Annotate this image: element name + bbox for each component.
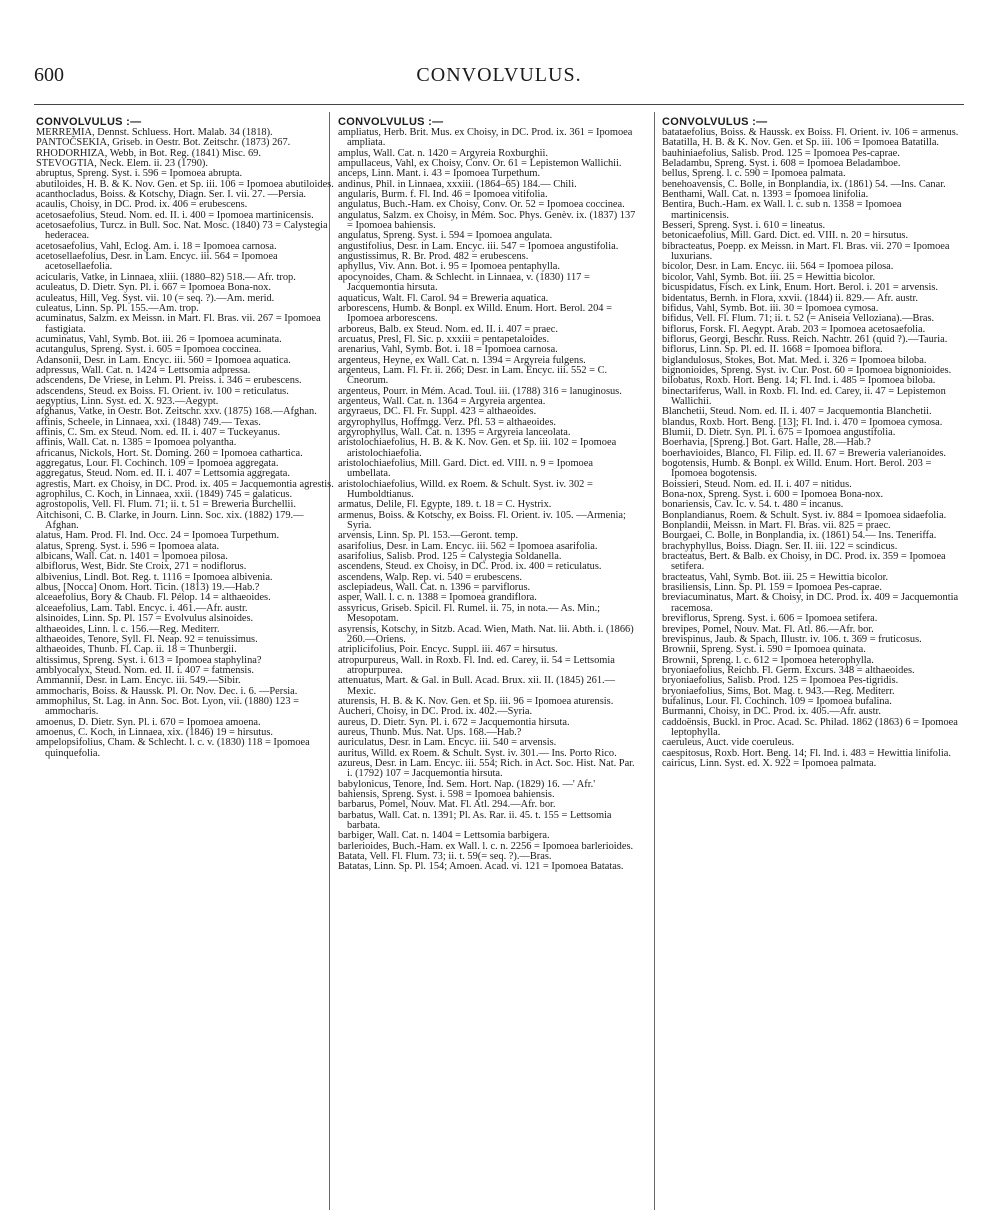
index-entry: bicolor, Vahl, Symb. Bot. iii. 25 = Hewittia bicolor.	[662, 271, 876, 283]
column-heading: CONVOLVULUS :—	[662, 116, 768, 128]
index-entry: blandus, Roxb. Hort. Beng. [13]; Fl. Ind. i. 470 = Ipomoea cymosa.	[662, 416, 943, 428]
index-entry: Aitchisoni, C. B. Clarke, in Journ. Linn. Soc. xix. (1882) 179.—Afghan.	[36, 509, 304, 532]
index-entry: attenuatus, Mart. & Gal. in Bull. Acad. Brux. xii. II. (1845) 261.—Mexic.	[338, 675, 616, 697]
index-entry: aristolochiaefolius, Willd. ex Roem. & Schult. Syst. iv. 302 = Humboldtianus.	[338, 478, 593, 501]
index-entry: bryoniaefolius, Salisb. Prod. 125 = Ipomoea Pes-tigridis.	[662, 675, 899, 687]
index-entry: ampullaceus, Vahl, ex Choisy, Conv. Or. 61 = Lepistemon Wallichii.	[338, 158, 622, 170]
index-entry: altissimus, Spreng. Syst. i. 613 = Ipomoea staphylina?	[36, 654, 262, 666]
index-entry: atriplicifolius, Poir. Encyc. Suppl. iii. 467 = hirsutus.	[338, 644, 558, 656]
index-entry: barbatus, Wall. Cat. n. 1391; Pl. As. Rar. ii. 45. t. 155 = Lettsomia barbata.	[338, 809, 612, 832]
index-entry: babylonicus, Tenore, Ind. Sem. Hort. Nap. (1829) 16. —' Afr.'	[338, 778, 596, 790]
index-entry: Bourgaei, C. Bolle, in Bonplandia, ix. (1861) 54.— Ins. Teneriffa.	[662, 530, 937, 542]
index-entry: Bonplandianus, Roem. & Schult. Syst. iv. 884 = Ipomoea sidaefolia.	[662, 509, 947, 521]
column-divider	[654, 112, 655, 1210]
index-entry: arenarius, Vahl, Symb. Bot. i. 18 = Ipomoea carnosa.	[338, 344, 558, 356]
index-entry: RHODORHIZA, Webb, in Bot. Reg. (1841) Misc. 69.	[36, 147, 261, 159]
index-entry: bracteatus, Vahl, Symb. Bot. iii. 25 = Hewittia bicolor.	[662, 571, 889, 583]
index-entry: arcuatus, Presl, Fl. Sic. p. xxxiii = pentapetaloides.	[338, 333, 550, 345]
index-entry: africanus, Nickols, Hort. St. Doming. 260 = Ipomoea cathartica.	[36, 447, 303, 459]
index-entry: aculeatus, D. Dietr. Syn. Pl. i. 667 = Ipomoea Bona-nox.	[36, 282, 271, 294]
index-entry: albivenius, Lindl. Bot. Reg. t. 1116 = Ipomoea albivenia.	[36, 571, 273, 583]
index-entry: auriculatus, Desr. in Lam. Encyc. iii. 540 = arvensis.	[338, 737, 557, 749]
index-entry: bicolor, Desr. in Lam. Encyc. iii. 564 = Ipomoea pilosa.	[662, 261, 894, 273]
index-entry: angulatus, Salzm. ex Choisy, in Mém. Soc. Phys. Genèv. ix. (1837) 137 = Ipomoea bahiensis.	[338, 209, 636, 232]
index-entry: agrestis, Mart. ex Choisy, in DC. Prod. ix. 405 = Jacquemontia agrestis.	[36, 478, 334, 490]
index-entry: asarifolius, Salisb. Prod. 125 = Calystegia Soldanella.	[338, 551, 562, 563]
index-entry: bracteatus, Bert. & Balb. ex Choisy, in DC. Prod. ix. 359 = Ipomoea setifera.	[662, 551, 946, 573]
index-entry: aggregatus, Lour. Fl. Cochinch. 109 = Ipomoea aggregata.	[36, 458, 279, 469]
page-header	[34, 64, 964, 94]
index-entry: caddoënsis, Buckl. in Proc. Acad. Sc. Philad. 1862 (1863) 6 = Ipomoea leptophylla.	[662, 716, 958, 738]
index-entry: Beladambu, Spreng. Syst. i. 608 = Ipomoea Beladamboe.	[662, 158, 901, 170]
index-entry: assyricus, Griseb. Spicil. Fl. Rumel. ii. 75, in nota.— As. Min.; Mesopotam.	[338, 602, 601, 625]
index-entry: aquaticus, Walt. Fl. Carol. 94 = Breweria aquatica.	[338, 292, 549, 304]
index-entry: betonicaefolius, Mill. Gard. Dict. ed. VIII. n. 20 = hirsutus.	[662, 230, 909, 242]
column-right	[662, 117, 962, 769]
index-entry: bahiensis, Spreng. Syst. i. 598 = Ipomoea bahiensis.	[338, 789, 555, 800]
index-entry: bryoniaefolius, Reichb. Fl. Germ. Excurs. 348 = althaeoides.	[662, 664, 915, 676]
index-entry: armenus, Boiss. & Kotschy, ex Boiss. Fl. Orient. iv. 105. —Armenia; Syria.	[338, 509, 626, 532]
index-entry: Aucheri, Choisy, in DC. Prod. ix. 402.—Syria.	[338, 706, 533, 718]
index-entry: amblyocalyx, Steud. Nom. ed. II. i. 407 = fatmensis.	[36, 664, 254, 676]
entry-list	[36, 128, 336, 759]
column-heading: CONVOLVULUS :—	[338, 116, 444, 128]
index-entry: agrophilus, C. Koch, in Linnaea, xxii. (1849) 745 = galaticus.	[36, 489, 293, 501]
index-entry: acuminatus, Vahl, Symb. Bot. iii. 26 = Ipomoea acuminata.	[36, 333, 282, 345]
index-entry: aureus, Thunb. Mus. Nat. Ups. 168.—Hab.?	[338, 726, 522, 738]
index-entry: acetosaefolius, Steud. Nom. ed. II. i. 400 = Ipomoea martinicensis.	[36, 209, 314, 221]
entry-list	[338, 128, 638, 873]
index-entry: aturensis, H. B. & K. Nov. Gen. et Sp. iii. 96 = Ipomoea aturensis.	[338, 695, 614, 707]
index-entry: argenteus, Wall. Cat. n. 1364 = Argyreia argentea.	[338, 395, 546, 407]
index-entry: biglandulosus, Stokes, Bot. Mat. Med. i. 326 = Ipomoea biloba.	[662, 354, 927, 366]
index-entry: argenteus, Heyne, ex Wall. Cat. n. 1394 = Argyreia fulgens.	[338, 354, 586, 366]
header-rule	[34, 104, 964, 105]
index-entry: bryoniaefolius, Sims, Bot. Mag. t. 943.—Reg. Mediterr.	[662, 685, 895, 697]
index-entry: biflorus, Forsk. Fl. Aegypt. Arab. 203 = Ipomoea acetosaefolia.	[662, 323, 926, 335]
index-entry: Blumii, D. Dietr. Syn. Pl. i. 675 = Ipomoea angustifolia.	[662, 426, 896, 438]
index-entry: bellus, Spreng. l. c. 590 = Ipomoea palmata.	[662, 168, 846, 180]
index-entry: althaeoides, Linn. l. c. 156.—Reg. Mediterr.	[36, 623, 220, 635]
index-entry: acutangulus, Spreng. Syst. i. 605 = Ipomoea coccinea.	[36, 344, 262, 356]
index-entry: aureus, D. Dietr. Syn. Pl. i. 672 = Jacquemontia hirsuta.	[338, 716, 570, 728]
index-entry: biflorus, Georgi, Beschr. Russ. Reich. Nachtr. 261 (quid ?).—Tauria.	[662, 333, 948, 345]
index-entry: andinus, Phil. in Linnaea, xxxiii. (1864–65) 184.— Chili.	[338, 178, 577, 190]
index-entry: angustissimus, R. Br. Prod. 482 = erubescens.	[338, 251, 529, 263]
index-entry: brevispinus, Jaub. & Spach, Illustr. iv. 106. t. 369 = fruticosus.	[662, 633, 922, 645]
index-entry: bufalinus, Lour. Fl. Cochinch. 109 = Ipomoea bufalina.	[662, 695, 892, 707]
index-entry: aristolochiaefolius, Mill. Gard. Dict. ed. VIII. n. 9 = Ipomoea umbellata.	[338, 458, 593, 480]
index-entry: althaeoides, Thunb. Fl. Cap. ii. 18 = Thunbergii.	[36, 644, 237, 656]
index-entry: batataefolius, Boiss. & Haussk. ex Boiss. Fl. Orient. iv. 106 = armenus.	[662, 127, 959, 138]
index-entry: argenteus, Lam. Fl. Fr. ii. 266; Desr. in Lam. Encyc. iii. 552 = C. Cneorum.	[338, 364, 608, 387]
index-entry: alceaefolius, Lam. Tabl. Encyc. i. 461.—Afr. austr.	[36, 602, 248, 614]
column-left	[36, 117, 336, 759]
index-entry: brevipes, Pomel, Nouv. Mat. Fl. Atl. 86.—Afr. bor.	[662, 623, 874, 635]
index-entry: culeatus, Linn. Sp. Pl. 155.—Am. trop.	[36, 302, 199, 314]
index-entry: adscendens, Steud. ex Boiss. Fl. Orient. iv. 100 = reticulatus.	[36, 385, 289, 397]
index-entry: MERREMIA, Dennst. Schluess. Hort. Malab. 34 (1818).	[36, 127, 273, 138]
index-entry: PANTOČSEKIA, Griseb. in Oestr. Bot. Zeitschr. (1873) 267.	[36, 137, 291, 149]
index-entry: Benthami, Wall. Cat. n. 1393 = Ipomoea linifolia.	[662, 189, 869, 201]
index-entry: binectariferus, Wall. in Roxb. Fl. Ind. ed. Carey, ii. 47 = Lepistemon Wallichii.	[662, 385, 946, 407]
index-entry: afghanus, Vatke, in Oestr. Bot. Zeitschr. xxv. (1875) 168.—Afghan.	[36, 406, 317, 418]
index-entry: biflorus, Linn. Sp. Pl. ed. II. 1668 = Ipomoea biflora.	[662, 344, 883, 356]
index-entry: albiflorus, West, Bidr. Ste Croix, 271 = nodiflorus.	[36, 561, 247, 573]
index-entry: Adansonii, Desr. in Lam. Encyc. iii. 560 = Ipomoea aquatica.	[36, 354, 291, 366]
index-entry: atropurpureus, Wall. in Roxb. Fl. Ind. ed. Carey, ii. 54 = Lettsomia atropurpurea.	[338, 654, 615, 676]
index-entry: asclepiadeus, Wall. Cat. n. 1396 = parviflorus.	[338, 582, 531, 594]
index-entry: barlerioides, Buch.-Ham. ex Wall. l. c. n. 2256 = Ipomoea barlerioides.	[338, 840, 634, 852]
index-entry: Ammannii, Desr. in Lam. Encyc. iii. 549.—Sibir.	[36, 675, 241, 687]
index-entry: ammocharis, Boiss. & Haussk. Pl. Or. Nov. Dec. i. 6. —Persia.	[36, 685, 298, 697]
index-entry: bilobatus, Roxb. Hort. Beng. 14; Fl. Ind. i. 485 = Ipomoea biloba.	[662, 375, 936, 387]
index-entry: acicularis, Vatke, in Linnaea, xliii. (1880–82) 518.— Afr. trop.	[36, 271, 296, 283]
column-heading: CONVOLVULUS :—	[36, 116, 142, 128]
index-entry: acetosaefolius, Turcz. in Bull. Soc. Nat. Mosc. (1840) 73 = Calystegia hederacea.	[36, 220, 328, 242]
running-title: CONVOLVULUS.	[416, 64, 582, 86]
index-entry: Batata, Vell. Fl. Flum. 73; ii. t. 59(= seq. ?).—Bras.	[338, 851, 552, 863]
index-entry: apocynoides, Cham. & Schlecht. in Linnaea, v. (1830) 117 = Jacquemontia hirsuta.	[338, 271, 590, 294]
index-entry: angulatus, Buch.-Ham. ex Choisy, Conv. Or. 52 = Ipomoea coccinea.	[338, 199, 625, 211]
index-entry: ascendens, Walp. Rep. vi. 540 = erubescens.	[338, 571, 523, 583]
index-entry: Burmanni, Choisy, in DC. Prod. ix. 405.—Afr. austr.	[662, 706, 881, 718]
index-entry: affinis, C. Sm. ex Steud. Nom. ed. II. i. 407 = Tuckeyanus.	[36, 426, 281, 438]
index-entry: argyrophyllus, Hoffmgg. Verz. Pfl. 53 = althaeoides.	[338, 416, 556, 428]
index-entry: bauhiniaefolius, Salisb. Prod. 125 = Ipomoea Pes-caprae.	[662, 147, 900, 159]
index-entry: acaulis, Choisy, in DC. Prod. ix. 406 = erubescens.	[36, 199, 248, 211]
index-entry: boerhavioides, Blanco, Fl. Filip. ed. II. 67 = Breweria valerianoides.	[662, 447, 947, 459]
index-entry: bicuspidatus, Fisch. ex Link, Enum. Hort. Berol. i. 201 = arvensis.	[662, 282, 938, 294]
index-entry: STEVOGTIA, Neck. Elem. ii. 23 (1790).	[36, 158, 208, 170]
index-entry: ammophilus, St. Lag. in Ann. Soc. Bot. Lyon, vii. (1880) 123 = ammocharis.	[36, 695, 300, 718]
index-entry: breviacuminatus, Mart. & Choisy, in DC. Prod. ix. 409 = Jacquemontia racemosa.	[662, 592, 959, 614]
index-entry: auritus, Willd. ex Roem. & Schult. Syst. iv. 301.— Ins. Porto Rico.	[338, 747, 617, 759]
index-entry: arboreus, Balb. ex Steud. Nom. ed. II. i. 407 = praec.	[338, 323, 558, 335]
index-entry: caespitosus, Roxb. Hort. Beng. 14; Fl. Ind. i. 483 = Hewittia linifolia.	[662, 747, 951, 759]
index-entry: aggregatus, Steud. Nom. ed. II. i. 407 = Lettsomia aggregata.	[36, 468, 291, 480]
index-entry: adpressus, Wall. Cat. n. 1424 = Lettsomia adpressa.	[36, 364, 251, 376]
index-entry: angularis, Burm. f. Fl. Ind. 46 = Ipomoea vitifolia.	[338, 189, 548, 201]
index-entry: breviflorus, Spreng. Syst. i. 606 = Ipomoea setifera.	[662, 613, 878, 625]
index-entry: caeruleus, Auct. vide coeruleus.	[662, 737, 795, 749]
index-entry: brasiliensis, Linn. Sp. Pl. 159 = Ipomoea Pes-caprae.	[662, 582, 882, 594]
index-entry: Batatas, Linn. Sp. Pl. 154; Amoen. Acad. vi. 121 = Ipomoea Batatas.	[338, 861, 624, 873]
index-entry: ascendens, Steud. ex Choisy, in DC. Prod. ix. 400 = reticulatus.	[338, 561, 602, 573]
index-entry: alatus, Ham. Prod. Fl. Ind. Occ. 24 = Ipomoea Turpethum.	[36, 530, 280, 542]
index-entry: affinis, Scheele, in Linnaea, xxi. (1848) 749.— Texas.	[36, 416, 261, 428]
index-entry: argenteus, Pourr. in Mém. Acad. Toul. iii. (1788) 316 = lanuginosus.	[338, 385, 622, 397]
index-entry: bifidus, Vahl, Symb. Bot. iii. 30 = Ipomoea cymosa.	[662, 302, 879, 314]
index-entry: aculeatus, Hill, Veg. Syst. vii. 10 (= seq. ?).—Am. merid.	[36, 292, 275, 304]
index-entry: asarifolius, Desr. in Lam. Encyc. iii. 562 = Ipomoea asarifolia.	[338, 540, 598, 552]
index-entry: bidentatus, Bernh. in Flora, xxvii. (1844) ii. 829.— Afr. austr.	[662, 292, 918, 304]
index-entry: arborescens, Humb. & Bonpl. ex Willd. Enum. Hort. Berol. 204 = Ipomoea arborescens.	[338, 302, 612, 325]
index-entry: Bonplandii, Meissn. in Mart. Fl. Bras. vii. 825 = praec.	[662, 520, 891, 532]
index-entry: angustifolius, Desr. in Lam. Encyc. iii. 547 = Ipomoea angustifolia.	[338, 240, 619, 252]
index-entry: angulatus, Spreng. Syst. i. 594 = Ipomoea angulata.	[338, 230, 553, 242]
index-entry: brachyphyllus, Boiss. Diagn. Ser. II. iii. 122 = scindicus.	[662, 540, 898, 552]
index-entry: ampliatus, Herb. Brit. Mus. ex Choisy, in DC. Prod. ix. 361 = Ipomoea ampliata.	[338, 127, 633, 149]
index-entry: asper, Wall. l. c. n. 1388 = Ipomoea grandiflora.	[338, 592, 537, 604]
index-entry: alatus, Spreng. Syst. i. 596 = Ipomoea alata.	[36, 540, 220, 552]
index-entry: benehoavensis, C. Bolle, in Bonplandia, ix. (1861) 54. —Ins. Canar.	[662, 178, 946, 190]
page-number: 600	[34, 64, 64, 86]
index-entry: Brownii, Spreng. Syst. i. 590 = Ipomoea quinata.	[662, 644, 866, 656]
index-entry: anceps, Linn. Mant. i. 43 = Ipomoea Turpethum.	[338, 168, 541, 180]
index-entry: albus, [Nocca] Onom. Hort. Ticin. (1813) 19.—Hab.?	[36, 582, 260, 594]
index-entry: acanthocladus, Boiss. & Kotschy, Diagn. Ser. I. vii. 27. —Persia.	[36, 189, 307, 201]
index-entry: argyraeus, DC. Fl. Fr. Suppl. 423 = althaeoides.	[338, 406, 537, 418]
index-entry: Boerhavia, [Spreng.] Bot. Gart. Halle, 28.—Hab.?	[662, 437, 871, 449]
index-entry: ampelopsifolius, Cham. & Schlecht. l. c. v. (1830) 118 = Ipomoea quinquefolia.	[36, 737, 310, 759]
index-entry: amoenus, D. Dietr. Syn. Pl. i. 670 = Ipomoea amoena.	[36, 716, 261, 728]
index-entry: azureus, Desr. in Lam. Encyc. iii. 554; Rich. in Act. Soc. Hist. Nat. Par. i. (1792) 107 = Jacquemontia hirsuta.	[338, 757, 635, 780]
index-entry: bonariensis, Cav. Ic. v. 54. t. 480 = incanus.	[662, 499, 844, 511]
index-entry: agrostopolis, Vell. Fl. Flum. 71; ii. t. 51 = Breweria Burchellii.	[36, 499, 296, 511]
index-entry: bifidus, Vell. Fl. Flum. 71; ii. t. 52 (= Aniseia Velloziana).—Bras.	[662, 313, 935, 325]
index-entry: aegyptius, Linn. Syst. ed. X. 923.—Aegypt.	[36, 395, 219, 407]
index-entry: argyrophyllus, Wall. Cat. n. 1395 = Argyreia lanceolata.	[338, 426, 571, 438]
index-entry: Batatilla, H. B. & K. Nov. Gen. et Sp. iii. 106 = Ipomoea Batatilla.	[662, 137, 940, 149]
index-entry: affinis, Wall. Cat. n. 1385 = Ipomoea polyantha.	[36, 437, 237, 449]
index-entry: alceaefolius, Bory & Chaub. Fl. Pélop. 14 = althaeoides.	[36, 592, 271, 604]
index-entry: alsinoides, Linn. Sp. Pl. 157 = Evolvulus alsinoides.	[36, 613, 254, 625]
index-entry: acetosellaefolius, Desr. in Lam. Encyc. iii. 564 = Ipomoea acetosellaefolia.	[36, 251, 278, 273]
entry-list	[662, 128, 962, 769]
index-entry: albicans, Wall. Cat. n. 1401 = Ipomoea pilosa.	[36, 551, 228, 563]
index-entry: Blanchetii, Steud. Nom. ed. II. i. 407 = Jacquemontia Blanchetii.	[662, 406, 932, 418]
index-entry: bibracteatus, Poepp. ex Meissn. in Mart. Fl. Bras. vii. 270 = Ipomoea luxurians.	[662, 240, 950, 263]
index-entry: amplus, Wall. Cat. n. 1420 = Argyreia Roxburghii.	[338, 147, 548, 159]
index-entry: bogotensis, Humb. & Bonpl. ex Willd. Enum. Hort. Berol. 203 = Ipomoea bogotensis.	[662, 458, 932, 480]
index-entry: adscendens, De Vriese, in Lehm. Pl. Preiss. i. 346 = erubescens.	[36, 375, 302, 387]
index-entry: aristolochiaefolius, H. B. & K. Nov. Gen. et Sp. iii. 102 = Ipomoea aristolochiaefolia.	[338, 437, 617, 459]
index-entry: barbarus, Pomel, Nouv. Mat. Fl. Atl. 294.—Afr. bor.	[338, 799, 556, 811]
index-entry: Bentira, Buch.-Ham. ex Wall. l. c. sub n. 1358 = Ipomoea martinicensis.	[662, 199, 902, 221]
index-entry: aphyllus, Viv. Ann. Bot. i. 95 = Ipomoea pentaphylla.	[338, 261, 560, 273]
index-entry: abruptus, Spreng. Syst. i. 596 = Ipomoea abrupta.	[36, 168, 243, 180]
column-middle	[338, 117, 638, 873]
index-entry: althaeoides, Tenore, Syll. Fl. Neap. 92 = tenuissimus.	[36, 633, 258, 645]
index-entry: Brownii, Spreng. l. c. 612 = Ipomoea heterophylla.	[662, 654, 874, 666]
index-entry: acetosaefolius, Vahl, Eclog. Am. i. 18 = Ipomoea carnosa.	[36, 240, 277, 252]
index-entry: armatus, Delile, Fl. Egypte, 189. t. 18 = C. Hystrix.	[338, 499, 552, 511]
index-entry: amoenus, C. Koch, in Linnaea, xix. (1846) 19 = hirsutus.	[36, 726, 274, 738]
index-entry: abutiloides, H. B. & K. Nov. Gen. et Sp. iii. 106 = Ipomoea abutiloides.	[36, 178, 334, 190]
index-entry: barbiger, Wall. Cat. n. 1404 = Lettsomia barbigera.	[338, 830, 550, 842]
index-entry: Bona-nox, Spreng. Syst. i. 600 = Ipomoea Bona-nox.	[662, 489, 884, 501]
index-entry: arvensis, Linn. Sp. Pl. 153.—Geront. temp.	[338, 530, 519, 542]
index-entry: acuminatus, Salzm. ex Meissn. in Mart. Fl. Bras. vii. 267 = Ipomoea fastigiata.	[36, 313, 321, 335]
index-entry: cairicus, Linn. Syst. ed. X. 922 = Ipomoea palmata.	[662, 757, 877, 769]
index-entry: Boissieri, Steud. Nom. ed. II. i. 407 = nitidus.	[662, 478, 852, 490]
index-entry: Besseri, Spreng. Syst. i. 610 = lineatus.	[662, 220, 826, 232]
index-entry: asyrensis, Kotschy, in Sitzb. Acad. Wien, Math. Nat. lii. Abth. i. (1866) 260.—Oriens.	[338, 623, 634, 645]
index-entry: bignonioides, Spreng. Syst. iv. Cur. Post. 60 = Ipomoea bignonioides.	[662, 364, 952, 376]
